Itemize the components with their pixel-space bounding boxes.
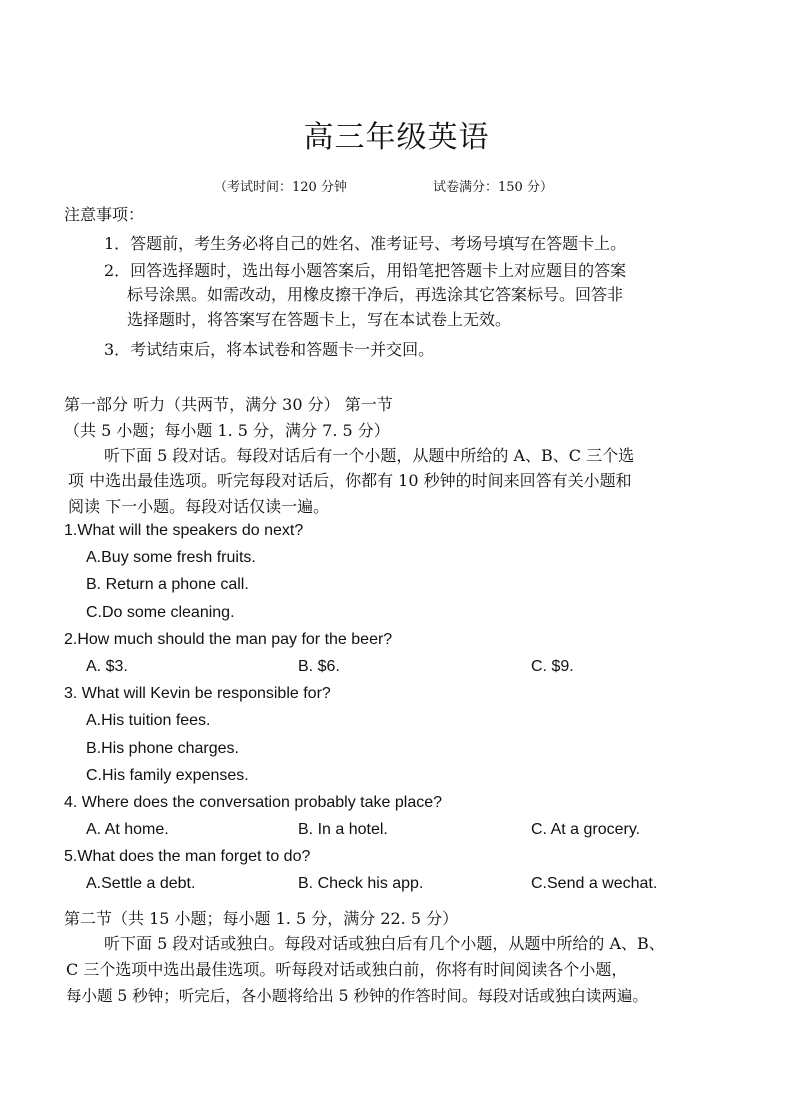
notice-item-2-line-3: 选择题时，将答案写在答题卡上，写在本试卷上无效。 bbox=[127, 310, 512, 329]
question-5-stem: 5.What does the man forget to do? bbox=[64, 848, 311, 865]
question-2-option-a: A. $3. bbox=[86, 658, 128, 675]
question-3-option-a: A.His tuition fees. bbox=[86, 712, 211, 729]
question-1-option-b: B. Return a phone call. bbox=[86, 576, 249, 593]
question-4-option-c: C. At a grocery. bbox=[531, 821, 641, 838]
question-3-option-b: B.His phone charges. bbox=[86, 740, 239, 757]
page-title: 高三年级英语 bbox=[303, 120, 490, 155]
full-score: 试卷满分：150 分） bbox=[433, 180, 553, 195]
question-4-option-b: B. In a hotel. bbox=[298, 821, 388, 838]
notice-item-3: 3．考试结束后，将本试卷和答题卡一并交回。 bbox=[104, 340, 435, 359]
part1-intro-line-2: 项 中选出最佳选项。听完每段对话后，你都有 10 秒钟的时间来回答有关小题和 bbox=[68, 471, 632, 490]
question-5-option-b: B. Check his app. bbox=[298, 875, 424, 892]
section2-intro-line-2: C 三个选项中选出最佳选项。听每段对话或独白前，你将有时间阅读各个小题， bbox=[66, 960, 628, 979]
part1-subheading: （共 5 小题；每小题 1. 5 分，满分 7. 5 分） bbox=[64, 421, 390, 440]
section2-intro-line-3: 每小题 5 秒钟；听完后，各小题将给出 5 秒钟的作答时间。每段对话或独白读两遍。 bbox=[66, 987, 648, 1005]
part1-intro-line-1: 听下面 5 段对话。每段对话后有一个小题，从题中所给的 A、B、C 三个选 bbox=[104, 446, 635, 465]
question-4-option-a: A. At home. bbox=[86, 821, 169, 838]
question-2-option-c: C. $9. bbox=[531, 658, 574, 675]
notice-heading: 注意事项： bbox=[64, 205, 145, 224]
exam-time: （考试时间：120 分钟 bbox=[214, 180, 347, 195]
question-1-option-c: C.Do some cleaning. bbox=[86, 604, 235, 621]
notice-item-1: 1．答题前，考生务必将自己的姓名、准考证号、考场号填写在答题卡上。 bbox=[104, 234, 627, 253]
section2-heading: 第二节（共 15 小题；每小题 1. 5 分，满分 22. 5 分） bbox=[64, 909, 459, 928]
question-4-stem: 4. Where does the conversation probably take place? bbox=[64, 794, 443, 811]
question-2-stem: 2.How much should the man pay for the beer? bbox=[64, 631, 393, 648]
part1-intro-line-3: 阅读 下一小题。每段对话仅读一遍。 bbox=[68, 497, 330, 516]
question-5-option-c: C.Send a wechat. bbox=[531, 875, 658, 892]
question-2-option-b: B. $6. bbox=[298, 658, 340, 675]
notice-item-2-line-2: 标号涂黑。如需改动，用橡皮擦干净后，再选涂其它答案标号。回答非 bbox=[127, 285, 624, 304]
part1-heading: 第一部分 听力（共两节，满分 30 分） 第一节 bbox=[64, 395, 393, 414]
question-1-option-a: A.Buy some fresh fruits. bbox=[86, 549, 256, 566]
question-5-option-a: A.Settle a debt. bbox=[86, 875, 196, 892]
question-1-stem: 1.What will the speakers do next? bbox=[64, 522, 304, 539]
question-3-option-c: C.His family expenses. bbox=[86, 767, 249, 784]
notice-item-2-line-1: 2．回答选择题时，选出每小题答案后，用铅笔把答题卡上对应题目的答案 bbox=[104, 261, 627, 280]
question-3-stem: 3. What will Kevin be responsible for? bbox=[64, 685, 331, 702]
section2-intro-line-1: 听下面 5 段对话或独白。每段对话或独白后有几个小题，从题中所给的 A、B、 bbox=[104, 934, 665, 953]
